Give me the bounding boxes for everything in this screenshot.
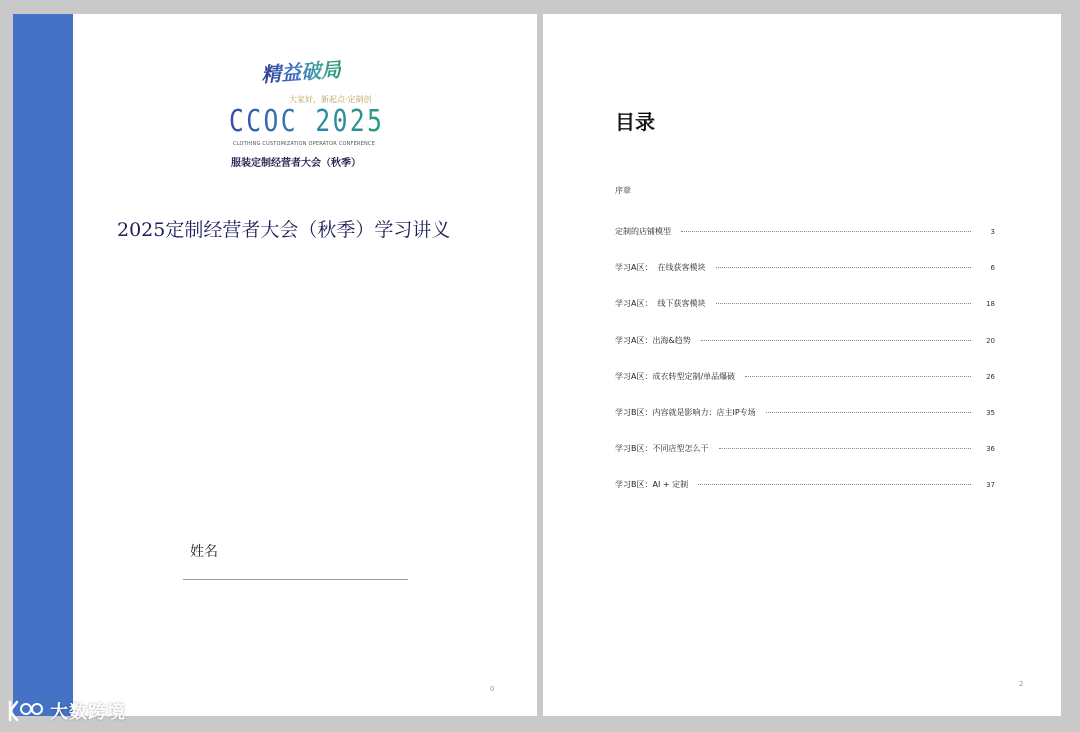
watermark: [6, 698, 126, 724]
toc-leader: [701, 340, 971, 341]
toc-entry-page: 26: [986, 372, 995, 381]
logo-chinese-name: 服装定制经营者大会（秋季）: [231, 158, 361, 169]
page-number: 0: [490, 685, 495, 693]
name-label: 姓名: [190, 544, 218, 560]
toc-leader: [716, 267, 971, 268]
toc-entry-label: 学习A区： 在线获客模块: [615, 263, 706, 273]
toc-heading: 目录: [615, 110, 655, 134]
logo-calligraphy: 精益破局: [260, 53, 342, 88]
toc-page: [543, 14, 1061, 716]
toc-entry-page: 37: [986, 481, 995, 490]
toc-entry-page: 36: [986, 445, 995, 454]
name-underline: [183, 579, 408, 580]
toc-leader: [719, 448, 972, 449]
toc-entry[interactable]: [615, 479, 995, 515]
toc-entry[interactable]: [615, 298, 995, 334]
toc-entry[interactable]: [615, 262, 995, 298]
toc-leader: [766, 412, 971, 413]
page-number: 2: [1019, 680, 1024, 688]
toc-entry-page: 6: [990, 264, 995, 273]
toc-preface: 序章: [615, 186, 631, 195]
toc-list: [615, 226, 995, 516]
logo-english-name: CLOTHING CUSTOMIZATION OPERATOR CONFERENCE: [233, 141, 375, 147]
logo-subtitle: 大家好，新起点·定制创: [289, 95, 372, 104]
toc-entry[interactable]: [615, 407, 995, 443]
toc-entry[interactable]: [615, 226, 995, 262]
cover-accent-bar: [13, 14, 73, 716]
toc-entry-page: 35: [986, 408, 995, 417]
cover-title: 2025定制经营者大会（秋季）学习讲义: [117, 219, 451, 241]
watermark-logo-icon: [6, 698, 46, 724]
toc-leader: [681, 231, 971, 232]
toc-entry[interactable]: [615, 335, 995, 371]
toc-entry-page: 20: [986, 336, 995, 345]
toc-entry-label: 学习B区：内容就是影响力：店主IP专场: [615, 407, 756, 417]
cover-page: [13, 14, 537, 716]
toc-entry-label: 学习A区：出海&趋势: [615, 335, 691, 345]
toc-entry-label: 学习B区：不同店型怎么干: [615, 444, 709, 454]
toc-entry-page: 3: [990, 228, 995, 236]
toc-entry-label: 学习A区： 线下获客模块: [615, 299, 706, 309]
toc-entry-page: 18: [986, 300, 995, 309]
conference-logo: [203, 56, 383, 176]
toc-entry-label: 学习A区：成衣转型定制/单品爆破: [615, 371, 736, 381]
toc-entry[interactable]: [615, 443, 995, 479]
toc-entry-label: 学习B区：AI + 定制: [615, 480, 689, 490]
toc-entry-label: 定制的店铺模型: [615, 227, 671, 236]
toc-leader: [745, 376, 971, 377]
toc-leader: [716, 303, 971, 304]
logo-title: CCOC 2025: [229, 104, 385, 139]
watermark-text: 大数跨境: [50, 702, 126, 723]
toc-leader: [698, 484, 971, 485]
toc-entry[interactable]: [615, 371, 995, 407]
